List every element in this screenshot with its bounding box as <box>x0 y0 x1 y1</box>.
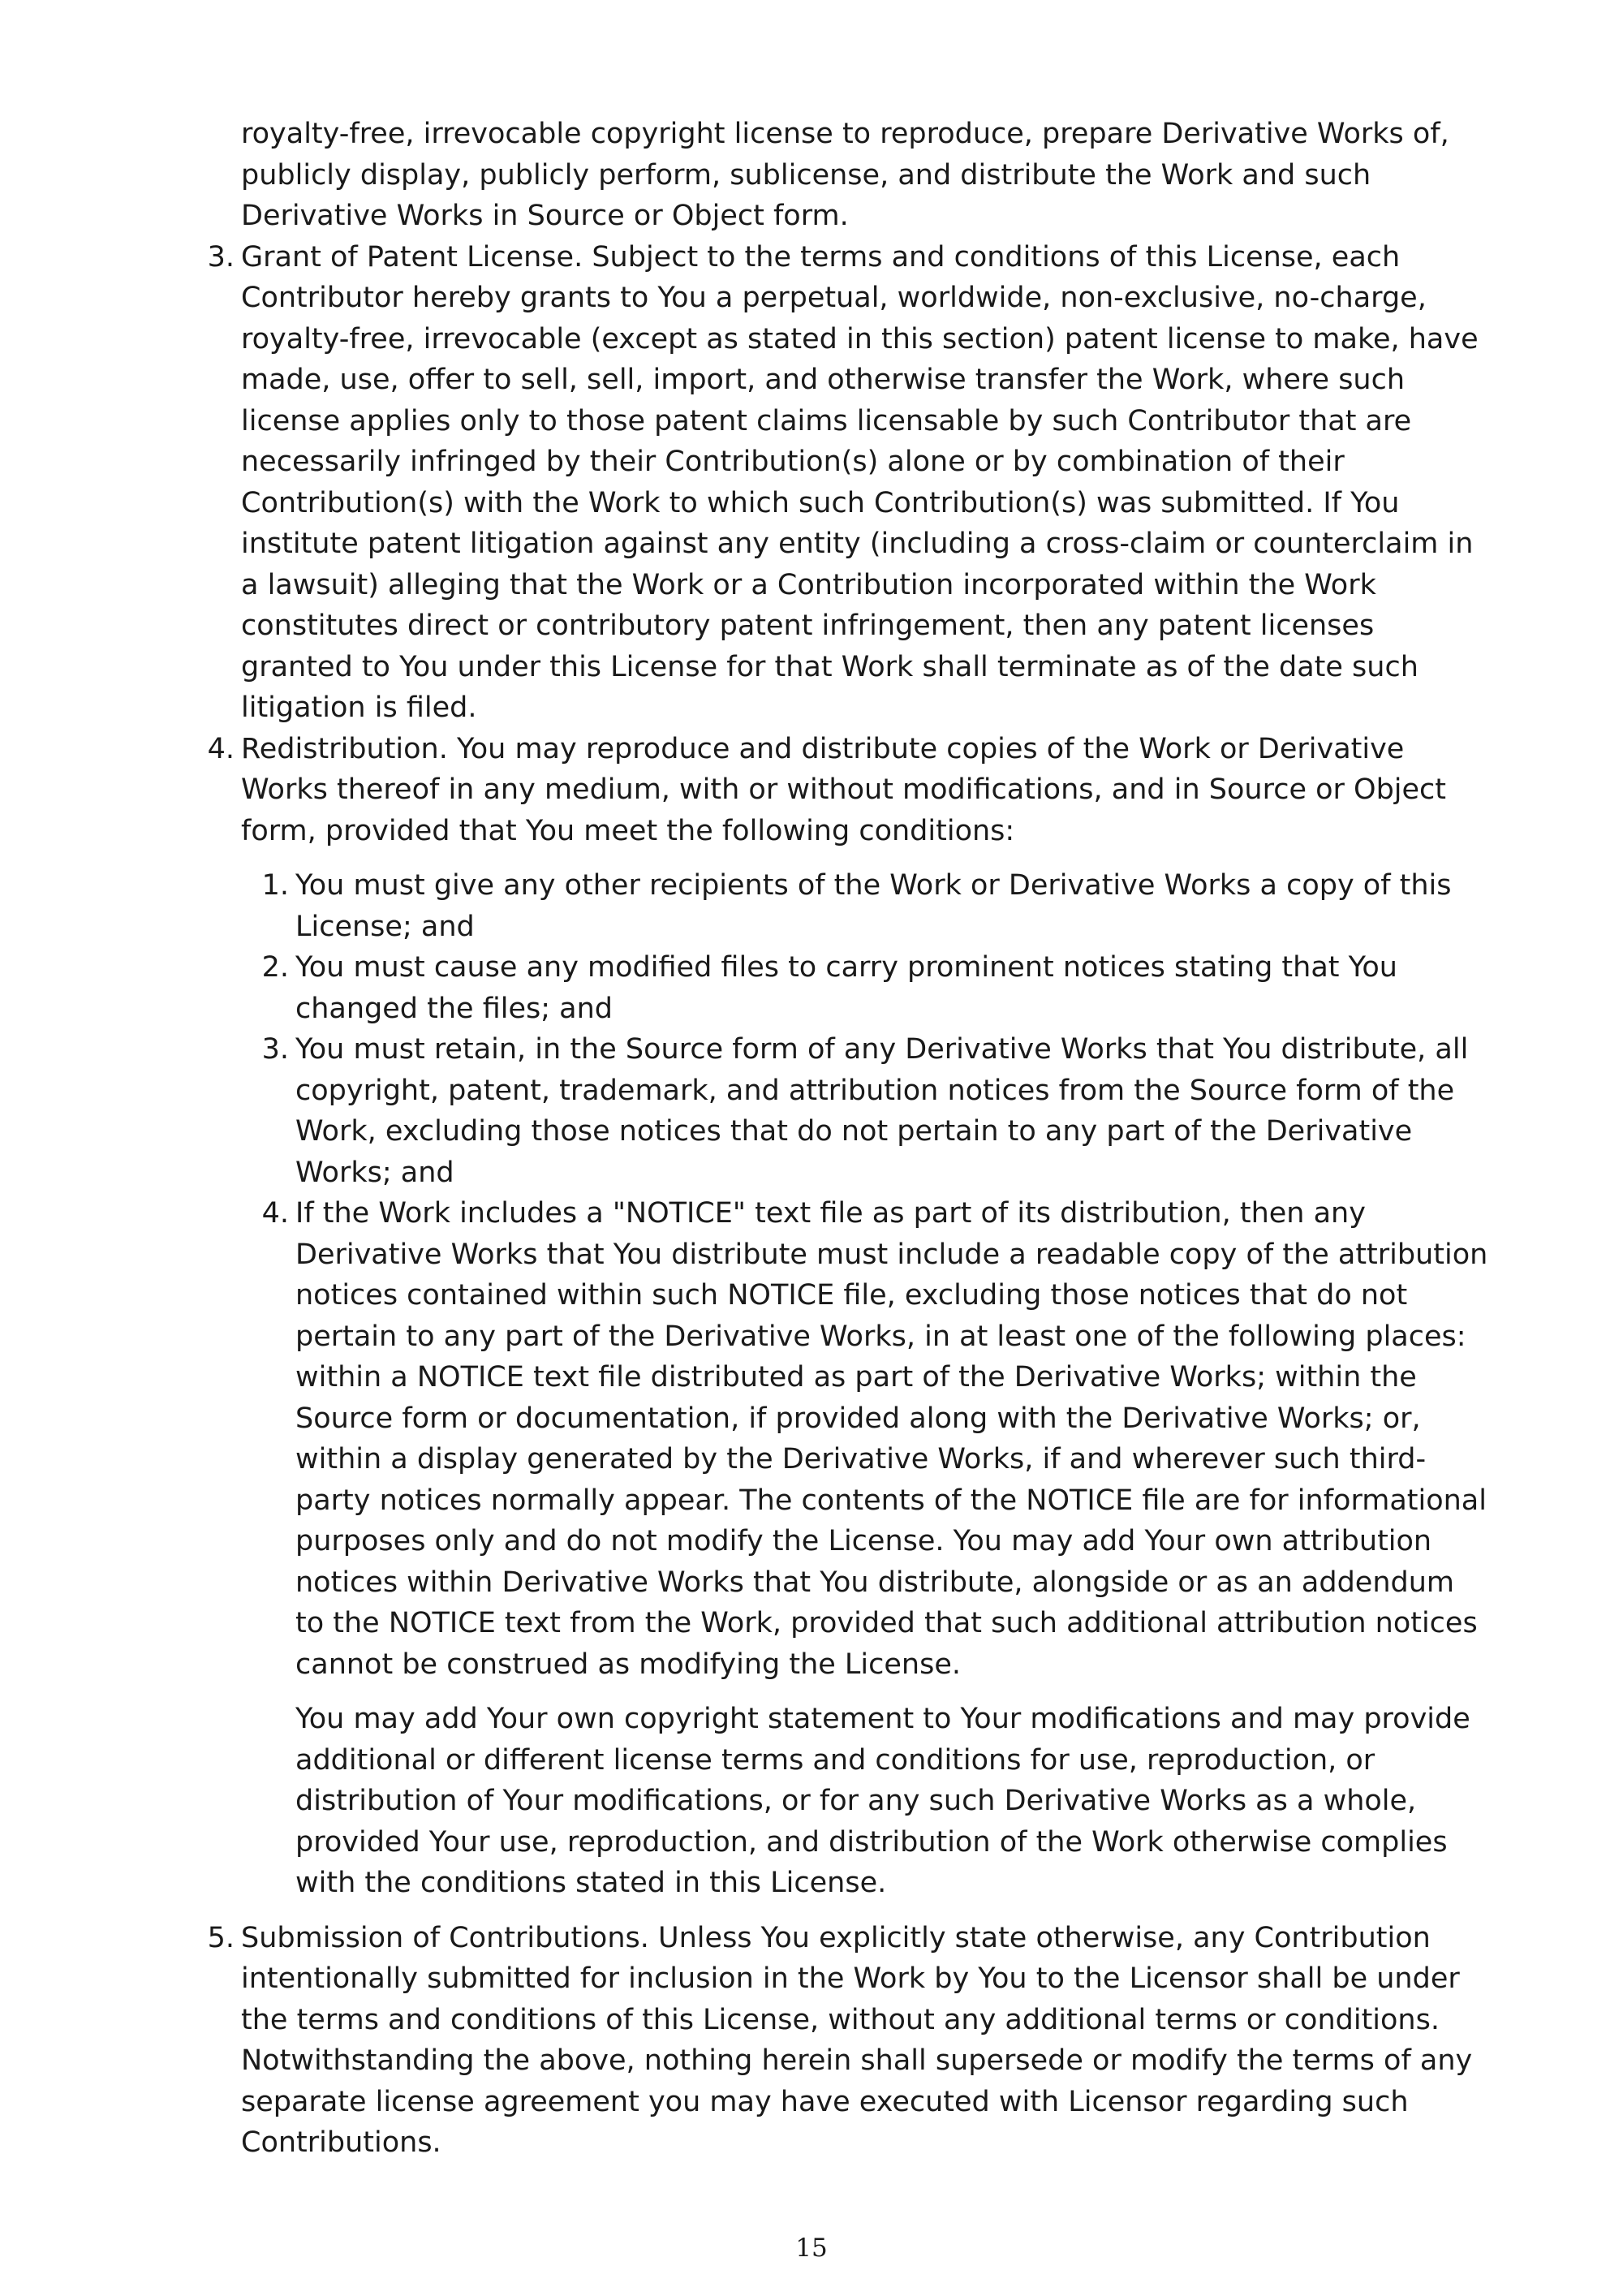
section-number: 4. <box>207 732 235 765</box>
section-3 <box>207 237 1491 729</box>
copyright-statement-paragraph: You may add Your own copyright statement to Your modifications and may provide additional or different license terms and conditions for use, reproduction, or distribution of Your modifications, or for any such Derivative Works as a whole, provided Your use, reproduction, and distribution of the Work otherwise complies with the conditions stated in this License. <box>295 1703 1470 1899</box>
intro-paragraph: royalty-free, irrevocable copyright license to reproduce, prepare Derivative Works of, publicly display, publicly perform, sublicense, and distribute the Work and such Derivative Works in Source or Object form. <box>241 118 1449 232</box>
section-number: 5. <box>207 1921 235 1954</box>
condition-item <box>261 1029 1491 1193</box>
conditions-list <box>261 865 1491 1904</box>
condition-number: 4. <box>261 1197 289 1230</box>
section-4 <box>207 729 1491 1904</box>
condition-number: 1. <box>261 869 289 902</box>
section-5 <box>207 1918 1491 2164</box>
condition-number: 3. <box>261 1033 289 1066</box>
condition-text: You must give any other recipients of the Work or Derivative Works a copy of this License; and <box>295 869 1452 943</box>
condition-item <box>261 865 1491 947</box>
section-text: Submission of Contributions. Unless You explicitly state otherwise, any Contribution intentionally submitted for inclusion in the Work by You to the Licensor shall be under the terms and conditions of this License, without any additional terms or conditions. Notwithstanding the above, nothing herein shall supersede or modify the terms of any separate license agreement you may have executed with Licensor regarding such Contributions. <box>241 1921 1473 2159</box>
condition-item <box>261 947 1491 1029</box>
license-body <box>207 114 1491 2164</box>
section-number: 3. <box>207 240 235 274</box>
condition-item <box>261 1193 1491 1685</box>
condition-number: 2. <box>261 951 289 984</box>
section-text: Grant of Patent License. Subject to the terms and conditions of this License, each Contributor hereby grants to You a perpetual, worldwide, non-exclusive, no-charge, royalty-free, irrevocable (except as stated in this section) patent license to make, have made, use, offer to sell, sell, import, and otherwise transfer the Work, where such license applies only to those patent claims licensable by such Contributor that are necessarily infringed by their Contribution(s) alone or by combination of their Contribution(s) with the Work to which such Contribution(s) was submitted. If You institute patent litigation against any entity (including a cross-claim or counterclaim in a lawsuit) alleging that the Work or a Contribution incorporated within the Work constitutes direct or contributory patent infringement, then any patent licenses granted to You under this License for that Work shall terminate as of the date such litigation is filed. <box>241 240 1479 724</box>
condition-text: You must cause any modified files to carry prominent notices stating that You changed the files; and <box>295 951 1397 1025</box>
condition-text: You must retain, in the Source form of any Derivative Works that You distribute, all copyright, patent, trademark, and attribution notices from the Source form of the Work, excluding those notices that do not pertain to any part of the Derivative Works; and <box>295 1033 1469 1189</box>
section-text: Redistribution. You may reproduce and distribute copies of the Work or Derivative Works thereof in any medium, with or without modifications, and in Source or Object form, provided that You meet the following conditions: <box>241 732 1447 847</box>
page-number: 15 <box>795 2234 828 2263</box>
condition-text: If the Work includes a "NOTICE" text file as part of its distribution, then any Derivative Works that You distribute must include a readable copy of the attribution notices contained within such NOTICE file, excluding those notices that do not pertain to any part of the Derivative Works, in at least one of the following places: within a NOTICE text file distributed as part of the Derivative Works; within the Source form or documentation, if provided along with the Derivative Works; or, within a display generated by the Derivative Works, if and wherever such third-party notices normally appear. The contents of the NOTICE file are for informational purposes only and do not modify the License. You may add Your own attribution notices within Derivative Works that You distribute, alongside or as an addendum to the NOTICE text from the Work, provided that such additional attribution notices cannot be construed as modifying the License. <box>295 1197 1488 1681</box>
